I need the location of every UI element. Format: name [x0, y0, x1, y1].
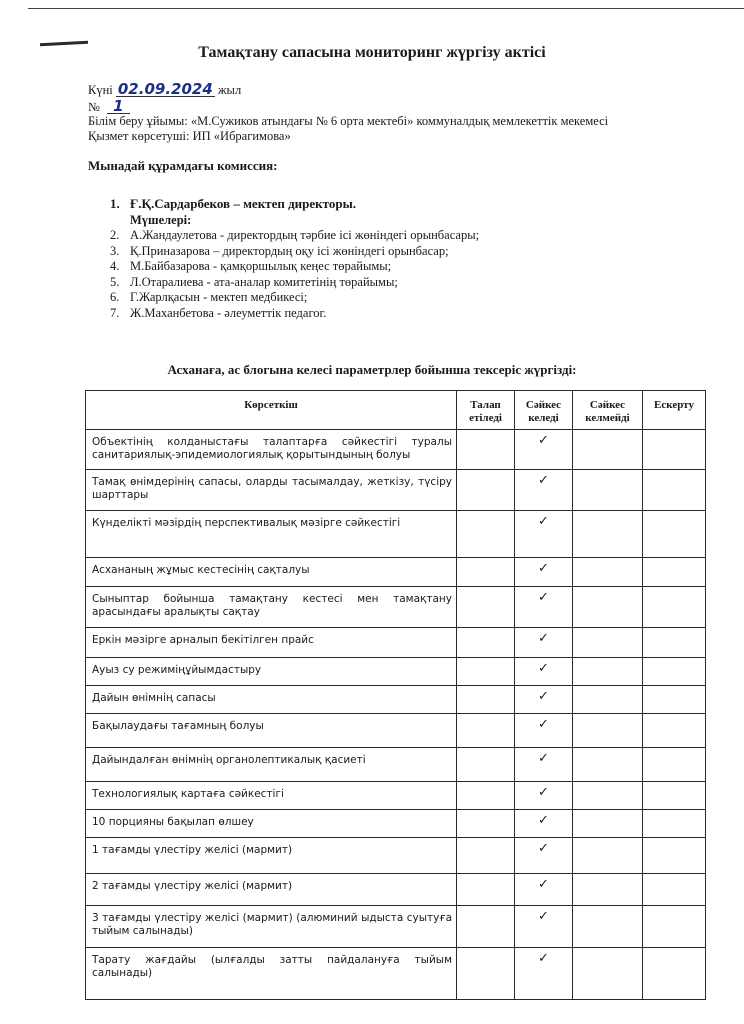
commission-list: [110, 196, 479, 321]
note-cell: [643, 558, 706, 587]
note-cell: [643, 686, 706, 714]
note-cell: [643, 948, 706, 1000]
list-item: [110, 259, 479, 275]
indicator-cell: 2 тағамды үлестіру желісі (мармит): [86, 874, 457, 906]
list-number: 1.: [110, 196, 120, 211]
required-cell: [457, 782, 515, 810]
not-complies-cell: [573, 658, 643, 686]
required-cell: [457, 906, 515, 948]
table-row: [86, 748, 706, 782]
indicator-cell: Еркін мәзірге арналып бекітілген прайс: [86, 628, 457, 658]
indicator-cell: 3 тағамды үлестіру желісі (мармит) (алюминий ыдыста суытуға тыйым салынады): [86, 906, 457, 948]
list-number: 3.: [110, 243, 120, 258]
list-item: [110, 290, 479, 306]
table-row: [86, 511, 706, 558]
table-row: [86, 948, 706, 1000]
indicator-cell: Сыныптар бойынша тамақтану кестесі мен тамақтану арасындағы аралықты сақтау: [86, 587, 457, 628]
indicator-cell: Тамақ өнімдерінің сапасы, оларды тасымалдау, жеткізу, түсіру шарттары: [86, 470, 457, 511]
complies-cell: [515, 558, 573, 587]
table-row: [86, 714, 706, 748]
check-mark-icon: ✓: [538, 473, 549, 488]
complies-cell: [515, 748, 573, 782]
inspection-table: [85, 390, 706, 1000]
chair-name: Ғ.Қ.Сардарбеков – мектеп директоры.: [130, 196, 356, 211]
check-mark-icon: ✓: [538, 951, 549, 966]
complies-cell: [515, 686, 573, 714]
indicator-cell: Тарату жағдайы (ылғалды затты пайдалануға тыйым салынады): [86, 948, 457, 1000]
complies-cell: [515, 658, 573, 686]
list-item: [110, 244, 479, 260]
not-complies-cell: [573, 686, 643, 714]
required-cell: [457, 511, 515, 558]
member-text: А.Жандаулетова - директордың тәрбие ісі жөніндегі орынбасары;: [130, 228, 480, 242]
date-suffix: жыл: [217, 83, 242, 97]
column-header-indicator: Көрсеткіш: [86, 391, 457, 430]
check-mark-icon: ✓: [538, 590, 549, 605]
not-complies-cell: [573, 470, 643, 511]
not-complies-cell: [573, 906, 643, 948]
indicator-cell: 1 тағамды үлестіру желісі (мармит): [86, 838, 457, 874]
date-line: [88, 82, 241, 98]
table-row: [86, 430, 706, 470]
complies-cell: [515, 874, 573, 906]
table-row: [86, 906, 706, 948]
indicator-cell: Бақылаудағы тағамның болуы: [86, 714, 457, 748]
not-complies-cell: [573, 587, 643, 628]
table-row: [86, 587, 706, 628]
table-row: [86, 810, 706, 838]
indicator-cell: Дайындалған өнімнің органолептикалық қасиеті: [86, 748, 457, 782]
complies-cell: [515, 714, 573, 748]
inspection-title: Асханаға, ас блогына келесі параметрлер бойынша тексеріс жүргізді:: [167, 362, 577, 377]
complies-cell: [515, 628, 573, 658]
check-mark-icon: ✓: [538, 751, 549, 766]
members-label: Мүшелері:: [130, 212, 192, 227]
not-complies-cell: [573, 838, 643, 874]
table-row: [86, 874, 706, 906]
member-text: Ж.Маханбетова - әлеуметтік педагог.: [130, 305, 327, 320]
complies-cell: [515, 838, 573, 874]
complies-cell: [515, 470, 573, 511]
indicator-cell: Ауыз су режиміңұйымдастыру: [86, 658, 457, 686]
indicator-cell: Объектінің колданыстағы талаптарға сәйкестігі туралы санитариялық-эпидемиологиялық қорытындының болуы: [86, 430, 457, 470]
list-number: 6.: [110, 290, 120, 304]
commission-title: Мынадай құрамдағы комиссия:: [88, 158, 278, 173]
required-cell: [457, 430, 515, 470]
column-header-not-complies: Сәйкес келмейді: [573, 391, 643, 430]
table-row: [86, 470, 706, 511]
note-cell: [643, 782, 706, 810]
list-item: [110, 306, 479, 322]
not-complies-cell: [573, 558, 643, 587]
check-mark-icon: ✓: [538, 561, 549, 576]
complies-cell: [515, 948, 573, 1000]
list-item: [110, 228, 479, 244]
member-text: Л.Отаралиева - ата-аналар комитетінің төрайымы;: [130, 274, 398, 289]
check-mark-icon: ✓: [538, 841, 549, 856]
check-mark-icon: ✓: [538, 877, 549, 892]
complies-cell: [515, 587, 573, 628]
list-number: 7.: [110, 305, 120, 320]
check-mark-icon: ✓: [538, 689, 549, 704]
not-complies-cell: [573, 948, 643, 1000]
required-cell: [457, 558, 515, 587]
required-cell: [457, 587, 515, 628]
check-mark-icon: ✓: [538, 909, 549, 924]
table-row: [86, 558, 706, 587]
check-mark-icon: ✓: [538, 785, 549, 800]
indicator-cell: Технологиялық картаға сәйкестігі: [86, 782, 457, 810]
indicator-cell: Асхананың жұмыс кестесінің сақталуы: [86, 558, 457, 587]
member-text: Г.Жарлқасын - мектеп медбикесі;: [130, 290, 308, 304]
table-row: [86, 782, 706, 810]
not-complies-cell: [573, 782, 643, 810]
not-complies-cell: [573, 714, 643, 748]
required-cell: [457, 714, 515, 748]
not-complies-cell: [573, 430, 643, 470]
note-cell: [643, 470, 706, 511]
not-complies-cell: [573, 810, 643, 838]
indicator-cell: 10 порцияны бақылап өлшеу: [86, 810, 457, 838]
date-label: Күні: [88, 83, 113, 97]
complies-cell: [515, 782, 573, 810]
required-cell: [457, 810, 515, 838]
check-mark-icon: ✓: [538, 813, 549, 828]
check-mark-icon: ✓: [538, 514, 549, 529]
indicator-cell: Күнделікті мәзірдің перспективалық мәзірге сәйкестігі: [86, 511, 457, 558]
not-complies-cell: [573, 511, 643, 558]
check-mark-icon: ✓: [538, 631, 549, 646]
note-cell: [643, 430, 706, 470]
complies-cell: [515, 906, 573, 948]
required-cell: [457, 948, 515, 1000]
member-text: Қ.Приназарова – директордың оқу ісі жөніндегі орынбасар;: [130, 243, 449, 258]
required-cell: [457, 658, 515, 686]
column-header-complies: Сәйкес келеді: [515, 391, 573, 430]
complies-cell: [515, 810, 573, 838]
note-cell: [643, 587, 706, 628]
document-title: Тамақтану сапасына мониторинг жүргізу актісі: [198, 44, 546, 61]
number-label: №: [88, 100, 100, 114]
required-cell: [457, 838, 515, 874]
not-complies-cell: [573, 874, 643, 906]
table-header-row: [86, 391, 706, 430]
complies-cell: [515, 430, 573, 470]
required-cell: [457, 748, 515, 782]
top-border-line: [28, 8, 744, 9]
list-item: [110, 275, 479, 291]
note-cell: [643, 838, 706, 874]
required-cell: [457, 628, 515, 658]
number-line: [88, 99, 130, 115]
table-row: [86, 838, 706, 874]
not-complies-cell: [573, 628, 643, 658]
organization-line: Білім беру ұйымы: «М.Сужиков атындағы № 6 орта мектебі» коммуналдық мемлекеттік мекемесі: [88, 114, 609, 128]
check-mark-icon: ✓: [538, 717, 549, 732]
required-cell: [457, 686, 515, 714]
table-row: [86, 686, 706, 714]
check-mark-icon: ✓: [538, 661, 549, 676]
note-cell: [643, 658, 706, 686]
note-cell: [643, 511, 706, 558]
list-number: 5.: [110, 274, 120, 289]
indicator-cell: Дайын өнімнің сапасы: [86, 686, 457, 714]
required-cell: [457, 874, 515, 906]
member-text: М.Байбазарова - қамқоршылық кеңес төрайымы;: [130, 259, 392, 273]
check-mark-icon: ✓: [538, 433, 549, 448]
table-row: [86, 628, 706, 658]
list-number: 4.: [110, 259, 120, 273]
note-cell: [643, 628, 706, 658]
note-cell: [643, 874, 706, 906]
column-header-note: Ескерту: [643, 391, 706, 430]
column-header-required: Талап етіледі: [457, 391, 515, 430]
list-number: 2.: [110, 228, 120, 242]
note-cell: [643, 748, 706, 782]
service-provider-line: Қызмет көрсетуші: ИП «Ибрагимова»: [88, 129, 291, 143]
number-value: 1: [107, 99, 129, 114]
complies-cell: [515, 511, 573, 558]
not-complies-cell: [573, 748, 643, 782]
required-cell: [457, 470, 515, 511]
table-row: [86, 658, 706, 686]
commission-chair: [110, 196, 479, 213]
note-cell: [643, 906, 706, 948]
date-value: 02.09.2024: [117, 80, 213, 98]
note-cell: [643, 810, 706, 838]
note-cell: [643, 714, 706, 748]
